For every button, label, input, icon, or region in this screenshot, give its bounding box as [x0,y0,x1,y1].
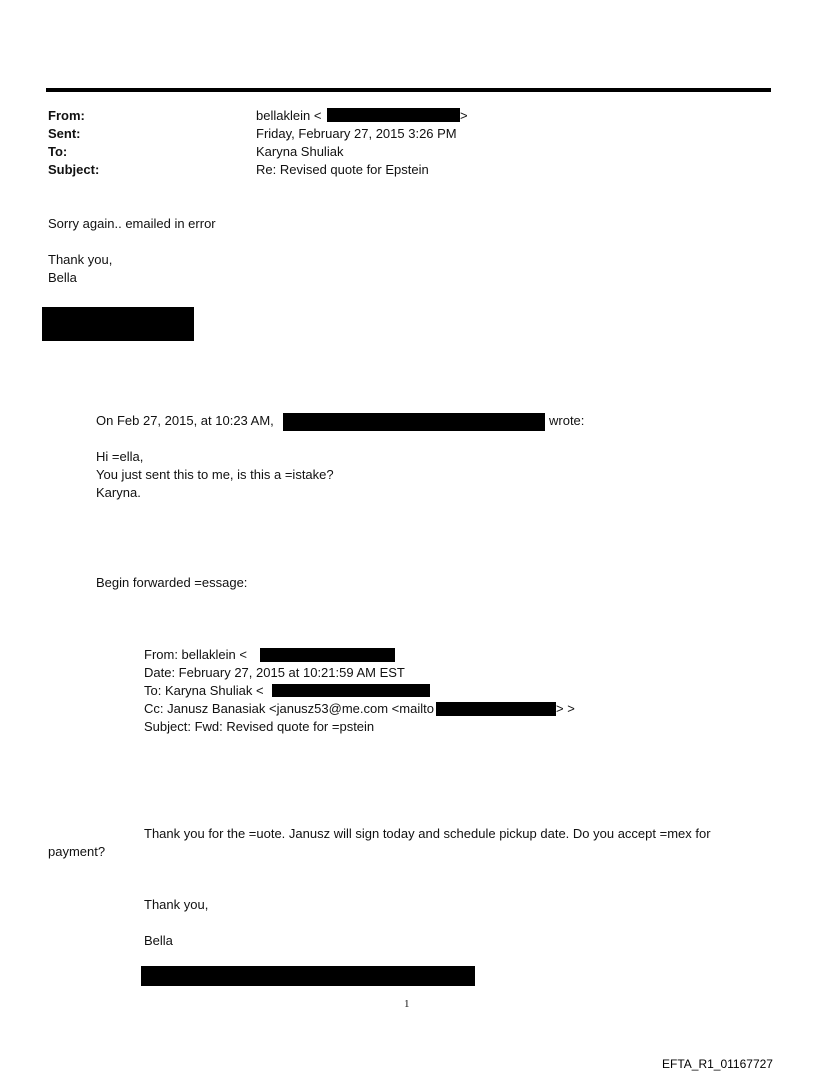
forwarded-cc: Cc: Janusz Banasiak <janusz53@me.com <mailto [144,701,434,716]
forward-header: Begin forwarded =essage: [96,575,248,590]
redaction-forwarded-to [272,684,430,697]
quote-line: Hi =ella, [96,449,144,464]
sent-value: Friday, February 27, 2015 3:26 PM [256,126,457,141]
forwarded-date: Date: February 27, 2015 at 10:21:59 AM EST [144,665,405,680]
forwarded-body-line: payment? [48,844,106,859]
forwarded-closing: Thank you, [144,897,209,912]
to-label: To: [48,144,68,159]
redaction-signature-block [42,307,194,341]
body-signature: Bella [48,270,77,285]
redaction-from-address [327,108,460,122]
from-value: bellaklein < [256,108,322,123]
redaction-forwarded-signature [141,966,475,986]
quote-intro-prefix: On Feb 27, 2015, at 10:23 AM, [96,413,274,428]
to-value: Karyna Shuliak [256,144,344,159]
bates-number: EFTA_R1_01167727 [662,1057,773,1071]
forwarded-from: From: bellaklein < [144,647,247,662]
redaction-forwarded-from [260,648,395,662]
body-closing: Thank you, [48,252,113,267]
redaction-forwarded-cc [436,702,556,716]
forwarded-body-line: Thank you for the =uote. Janusz will sign today and schedule pickup date. Do you accept =mex for [144,826,711,841]
forwarded-signature: Bella [144,933,173,948]
forwarded-to: To: Karyna Shuliak < [144,683,264,698]
quote-line: Karyna. [96,485,141,500]
subject-value: Re: Revised quote for Epstein [256,162,429,177]
redaction-sender [283,413,545,431]
forwarded-subject: Subject: Fwd: Revised quote for =pstein [144,719,375,734]
sent-label: Sent: [48,126,81,141]
header-rule [46,88,771,92]
quote-line: You just sent this to me, is this a =istake? [96,467,334,482]
from-close: > [460,108,468,123]
page-number: 1 [404,998,410,1010]
quote-intro-suffix: wrote: [549,413,585,428]
from-label: From: [48,108,85,123]
forwarded-cc-end: > > [556,701,575,716]
subject-label: Subject: [48,162,100,177]
body-line: Sorry again.. emailed in error [48,216,216,231]
